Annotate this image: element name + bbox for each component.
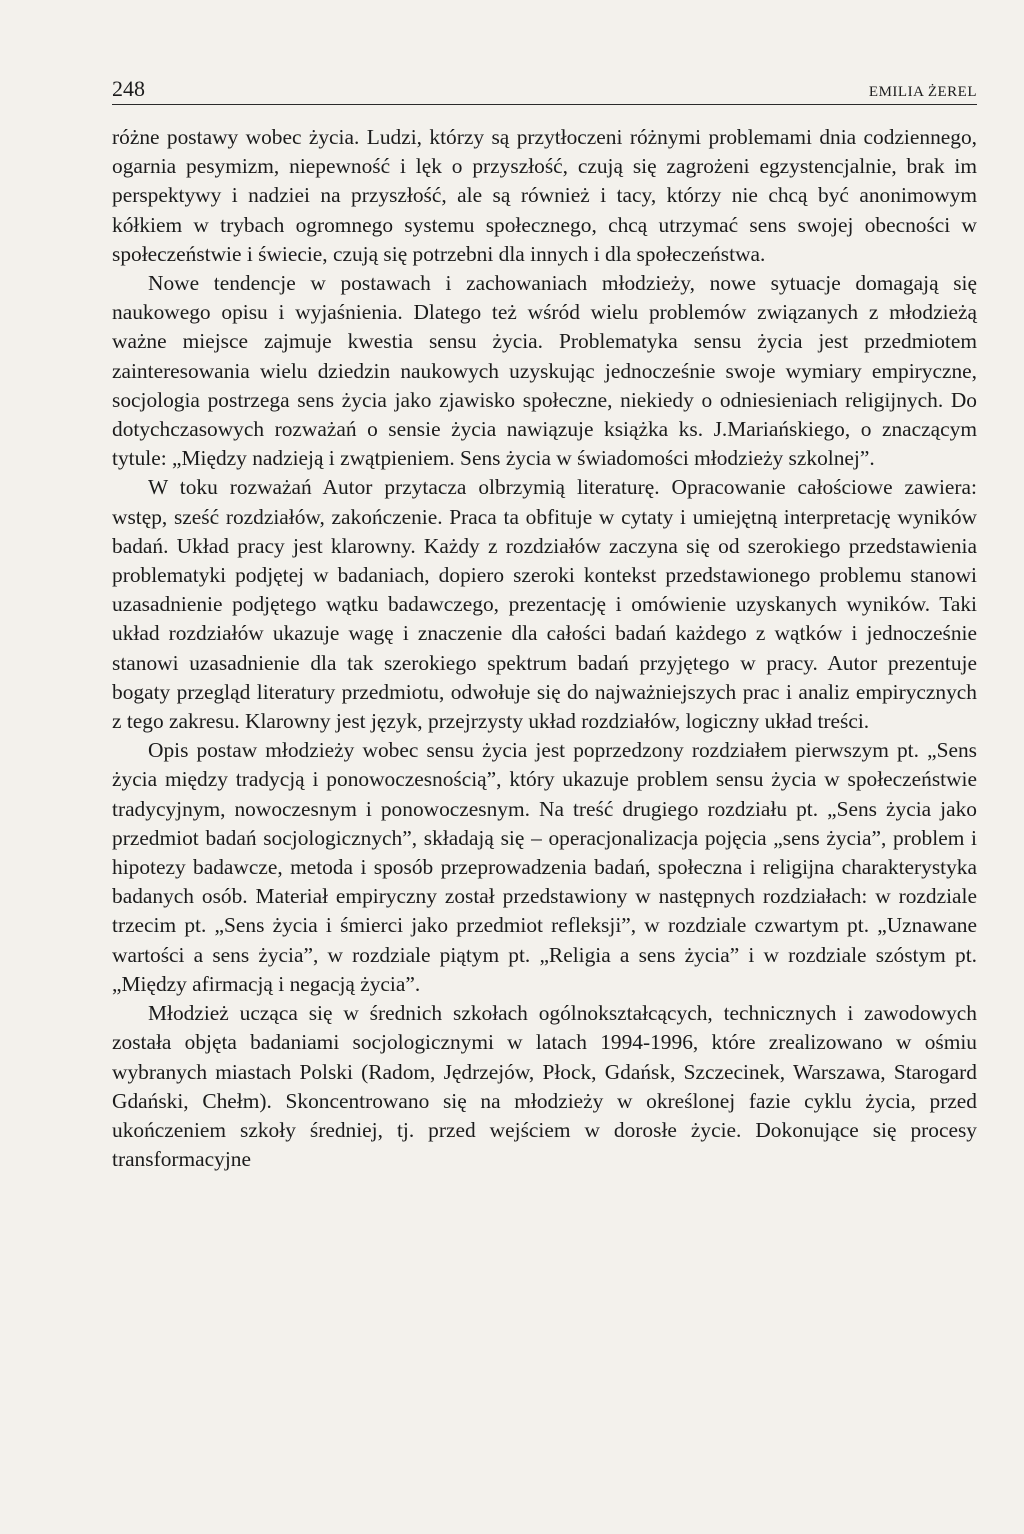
paragraph-1: różne postawy wobec życia. Ludzi, którzy są przytłoczeni różnymi problemami dnia codziennego, ogarnia pesymizm, niepewność i lęk o przyszłość, czują się zagrożeni egzystencjalnie, brak im perspektywy i nadziei na przyszłość, ale są również i tacy, którzy nie chcą być anonimowym kółkiem w trybach ogromnego systemu społecznego, chcą utrzymać sens swojej obecności w społeczeństwie i świecie, czują się potrzebni dla innych i dla społeczeństwa. xyxy=(112,125,977,266)
running-head-author: EMILIA ŻEREL xyxy=(868,84,977,100)
book-page xyxy=(112,74,977,1174)
body-text xyxy=(112,123,977,1174)
running-head xyxy=(112,74,977,105)
paragraph-2: Nowe tendencje w postawach i zachowaniach młodzieży, nowe sytuacje domagają się naukowego opisu i wyjaśnienia. Dlatego też wśród wielu problemów związanych z młodzieżą ważne miejsce zajmuje kwestia sensu życia. Problematyka sensu życia jest przedmiotem zainteresowania wielu dziedzin naukowych uzyskując jednocześnie swoje wymiary empiryczne, socjologia postrzega sens życia jako zjawisko społeczne, niekiedy o odniesieniach religijnych. Do dotychczasowych rozważań o sensie życia nawiązuje książka ks. J.Mariańskiego, o znaczącym tytule: „Między nadzieją i zwątpieniem. Sens życia w świadomości młodzieży szkolnej”. xyxy=(112,271,977,471)
paragraph-3: W toku rozważań Autor przytacza olbrzymią literaturę. Opracowanie całościowe zawiera: wstęp, sześć rozdziałów, zakończenie. Praca ta obfituje w cytaty i umiejętną interpretację wyników badań. Układ pracy jest klarowny. Każdy z rozdziałów zaczyna się od szerokiego przedstawienia problematyki podjętej w badaniach, dopiero szeroki kontekst przedstawionego problemu stanowi uzasadnienie podjętego wątku badawczego, prezentację i omówienie uzyskanych wyników. Taki układ rozdziałów ukazuje wagę i znaczenie dla całości badań każdego z wątków i jednocześnie stanowi uzasadnienie dla tak szerokiego spektrum badań przyjętego w pracy. Autor prezentuje bogaty przegląd literatury przedmiotu, odwołuje się do najważniejszych prac i analiz empirycznych z tego zakresu. Klarowny jest język, przejrzysty układ rozdziałów, logiczny układ treści. xyxy=(112,475,977,734)
page-number: 248 xyxy=(112,76,145,101)
paragraph-5: Młodzież ucząca się w średnich szkołach ogólnokształcących, technicznych i zawodowych została objęta badaniami socjologicznymi w latach 1994-1996, które zrealizowano w ośmiu wybranych miastach Polski (Radom, Jędrzejów, Płock, Gdańsk, Szczecinek, Warszawa, Starogard Gdański, Chełm). Skoncentrowano się na młodzieży w określonej fazie cyklu życia, przed ukończeniem szkoły średniej, tj. przed wejściem w dorosłe życie. Dokonujące się procesy transformacyjne xyxy=(112,1001,977,1172)
paragraph-4: Opis postaw młodzieży wobec sensu życia jest poprzedzony rozdziałem pierwszym pt. „Sens życia między tradycją i ponowoczesnością”, który ukazuje problem sensu życia w społeczeństwie tradycyjnym, nowoczesnym i ponowoczesnym. Na treść drugiego rozdziału pt. „Sens życia jako przedmiot badań socjologicznych”, składają się – operacjonalizacja pojęcia „sens życia”, problem i hipotezy badawcze, metoda i sposób przeprowadzenia badań, społeczna i religijna charakterystyka badanych osób. Materiał empiryczny został przedstawiony w następnych rozdziałach: w rozdziale trzecim pt. „Sens życia i śmierci jako przedmiot refleksji”, w rozdziale czwartym pt. „Uznawane wartości a sens życia”, w rozdziale piątym pt. „Religia a sens życia” i w rozdziale szóstym pt. „Między afirmacją i negacją życia”. xyxy=(112,738,977,996)
